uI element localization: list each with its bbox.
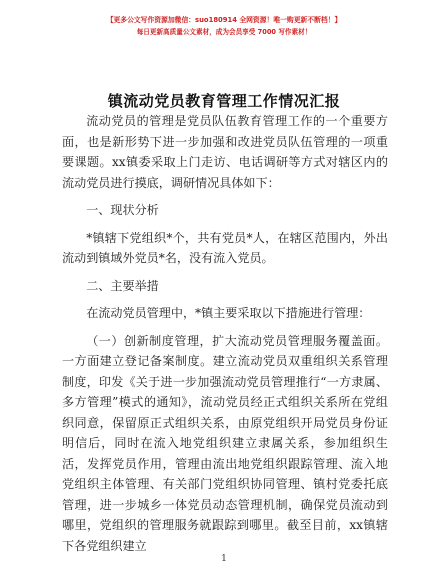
section-heading-measures: 二、主要举措 (86, 278, 159, 293)
document-title: 镇流动党员教育管理工作情况汇报 (107, 92, 341, 110)
status-paragraph: *镇辖下党组织*个，共有党员*人，在辖区范围内，外出流动到镇域外党员*名，没有流入党员。 (62, 230, 388, 265)
measure-1-paragraph: （一）创新制度管理，扩大流动党员管理服务覆盖面。一方面建立登记备案制度。建立流动党员双重组织关系管理制度，印发《关于进一步加强流动党员管理推行“一方隶属、多方管理”模式的通知》，流动党员经正式组织关系所在党组织同意，保留原正式组织关系，由原党组织开局党员身份证明信后，同时在流入地党组织建立隶属关系，参加组织生活，发挥党员作用，管理由流出地党组织跟踪管理、流入地党组织主体管理、有关部门党组织协同管理、镇村党委托底管理，进一步城乡一体党员动态管理机制，确保党员流动到哪里，党组织的管理服务就跟踪到哪里。截至目前，xx镇辖下各党组织建立 (62, 333, 388, 553)
document-body (62, 111, 388, 556)
promo-banner-line-1: 【更多公文写作资源加微信：suo180914 全网资源！唯一购更新不断档！】 (106, 16, 342, 24)
page-number: 1 (221, 554, 227, 564)
promo-banner-line-2: 每日更新高质量公文素材，成为会员享受 7000 写作素材！ (136, 28, 312, 36)
section-heading-status: 一、现状分析 (86, 203, 159, 217)
intro-paragraph: 流动党员的管理是党员队伍教育管理工作的一个重要方面，也是新形势下进一步加强和改进党员队伍管理的一项重要课题。xx镇委采取上门走访、电话调研等方式对辖区内的流动党员进行摸底，调研情况具体如下： (62, 114, 388, 190)
measures-intro-paragraph: 在流动党员管理中，*镇主要采取以下措施进行管理： (86, 306, 371, 320)
